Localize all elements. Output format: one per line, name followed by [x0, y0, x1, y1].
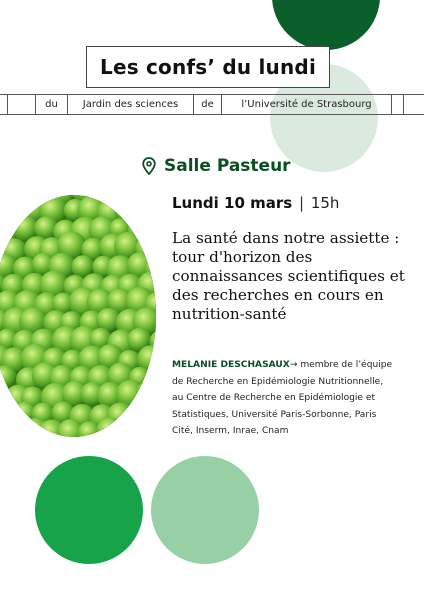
event-time: 15h — [310, 194, 340, 212]
series-title: Les confs’ du lundi — [100, 55, 316, 79]
band-jardin: Jardin des sciences — [67, 95, 193, 114]
pea — [154, 384, 156, 408]
pea — [128, 195, 151, 207]
pea — [112, 195, 134, 207]
organizer-band — [0, 94, 424, 115]
pea — [134, 196, 156, 222]
decor-circle-dark-green — [272, 0, 380, 50]
pea — [139, 422, 156, 437]
pea — [0, 419, 12, 437]
pea — [149, 365, 156, 387]
location-name: Salle Pasteur — [164, 156, 291, 176]
band-word-du: du — [35, 95, 67, 114]
talk-title: La santé dans notre assiette : tour d'horizon des connaissances scientifiques et des recherches en cours en nutrition-santé — [172, 229, 405, 323]
speaker-arrow: → — [289, 360, 298, 370]
pea — [126, 404, 152, 430]
pea — [17, 195, 40, 205]
series-title-box — [86, 46, 330, 88]
pea — [3, 419, 29, 437]
pea — [107, 403, 134, 430]
band-word-de: de — [193, 95, 221, 114]
speaker-description: membre de l’équipe de Recherche en Epidémiologie Nutritionnelle, au Centre de Recherche en Epidémiologie et Statistiques, Université Paris-Sorbonne, Paris Cité, Inserm, Inrae, Cnam — [172, 360, 393, 437]
speaker-name: MELANIE DESCHASAUX — [172, 360, 290, 370]
band-universite: l’Université de Strasbourg — [221, 95, 391, 114]
peas-illustration — [0, 195, 156, 437]
location-pin-icon — [142, 157, 156, 175]
band-spacer — [7, 95, 35, 114]
band-spacer-end — [403, 95, 424, 114]
band-spacer-right — [391, 95, 403, 114]
decor-circle-light-green — [151, 456, 259, 564]
event-day: Lundi 10 mars — [172, 194, 293, 212]
pea — [117, 421, 143, 437]
pea — [156, 418, 157, 437]
decor-circle-bright-green — [35, 456, 143, 564]
pea — [155, 232, 156, 261]
speaker-info — [172, 357, 394, 440]
pea — [0, 195, 19, 205]
pea — [148, 403, 156, 427]
datetime-separator: | — [298, 194, 305, 212]
pea — [0, 404, 20, 430]
pea — [0, 215, 2, 245]
pea — [0, 195, 1, 204]
pea — [147, 195, 156, 205]
event-location — [142, 156, 291, 176]
pea — [0, 196, 10, 223]
pea — [153, 343, 156, 372]
peas-photo — [0, 195, 156, 437]
pea — [0, 385, 7, 408]
event-datetime — [172, 194, 339, 212]
pea — [144, 218, 156, 246]
